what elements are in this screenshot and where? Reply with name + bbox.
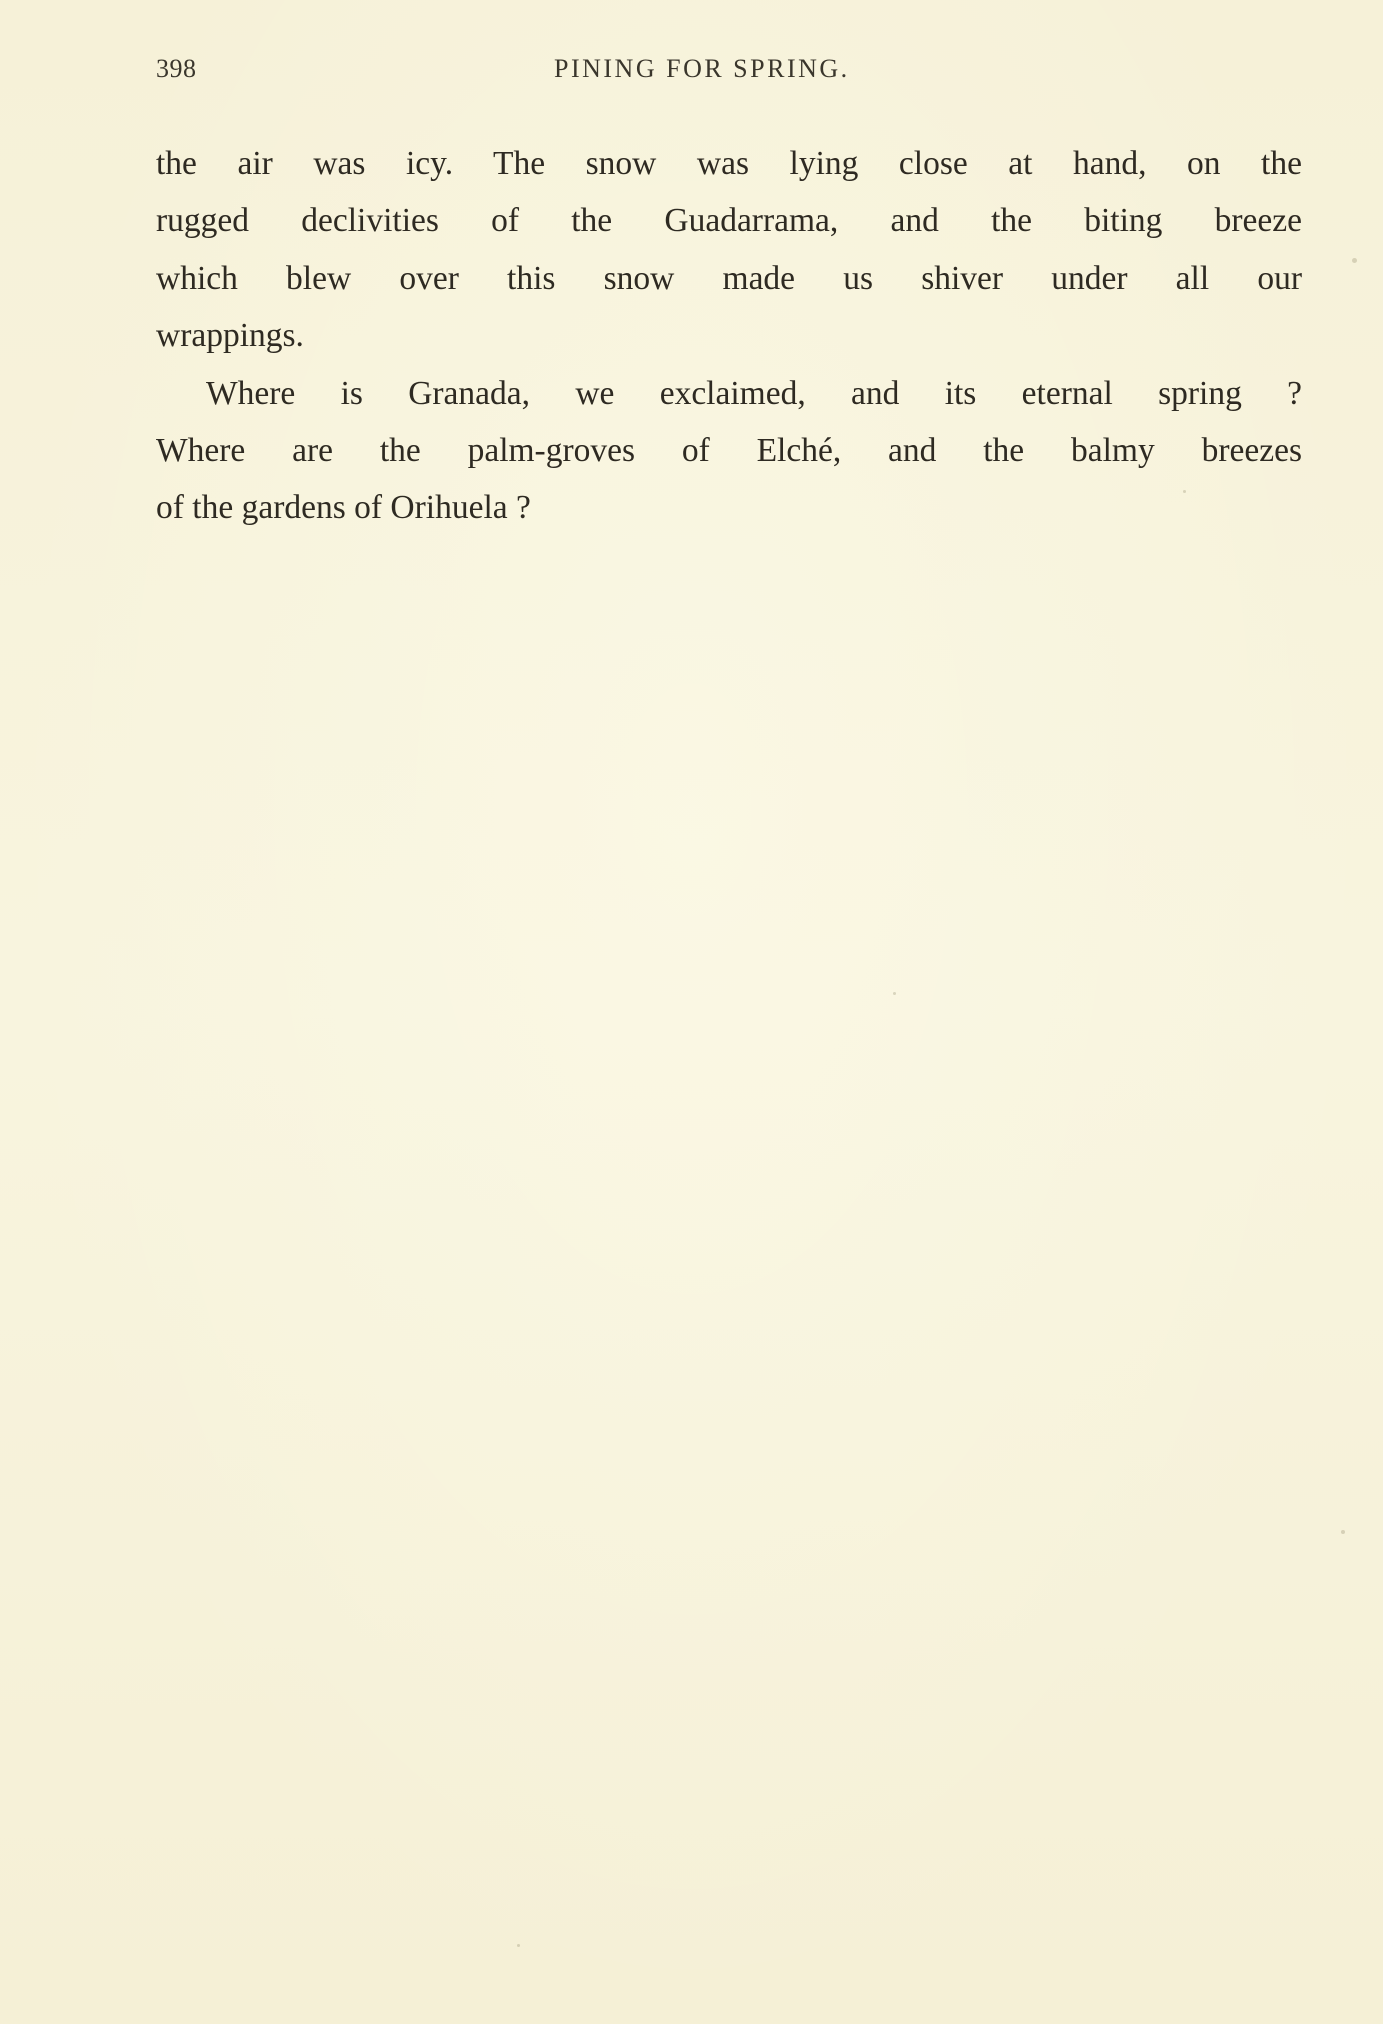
page-number: 398 [156,54,197,83]
paper-speck [893,992,896,995]
paper-speck [517,1944,520,1947]
text-line: the air was icy. The snow was lying close at hand, on the [156,145,1302,182]
text-line: rugged declivities of the Guadarrama, and the biting breeze [156,202,1302,240]
text-line: Where is Granada, we exclaimed, and its eternal spring ? [206,374,1302,412]
text-line: Where are the palm-groves of Elché, and the balmy breezes [156,432,1302,470]
text-line: of the gardens of Orihuela ? [156,489,531,527]
paper-speck [1352,258,1357,263]
paper-speck [1341,1530,1345,1534]
paper-speck [1183,490,1186,493]
body-text [156,135,1302,537]
paragraph [156,135,1302,365]
paragraph [156,365,1302,537]
page-header [156,54,1302,94]
text-line: wrappings. [156,317,304,355]
running-head: PINING FOR SPRING. [554,54,850,83]
text-line: which blew over this snow made us shiver under all our [156,259,1302,297]
